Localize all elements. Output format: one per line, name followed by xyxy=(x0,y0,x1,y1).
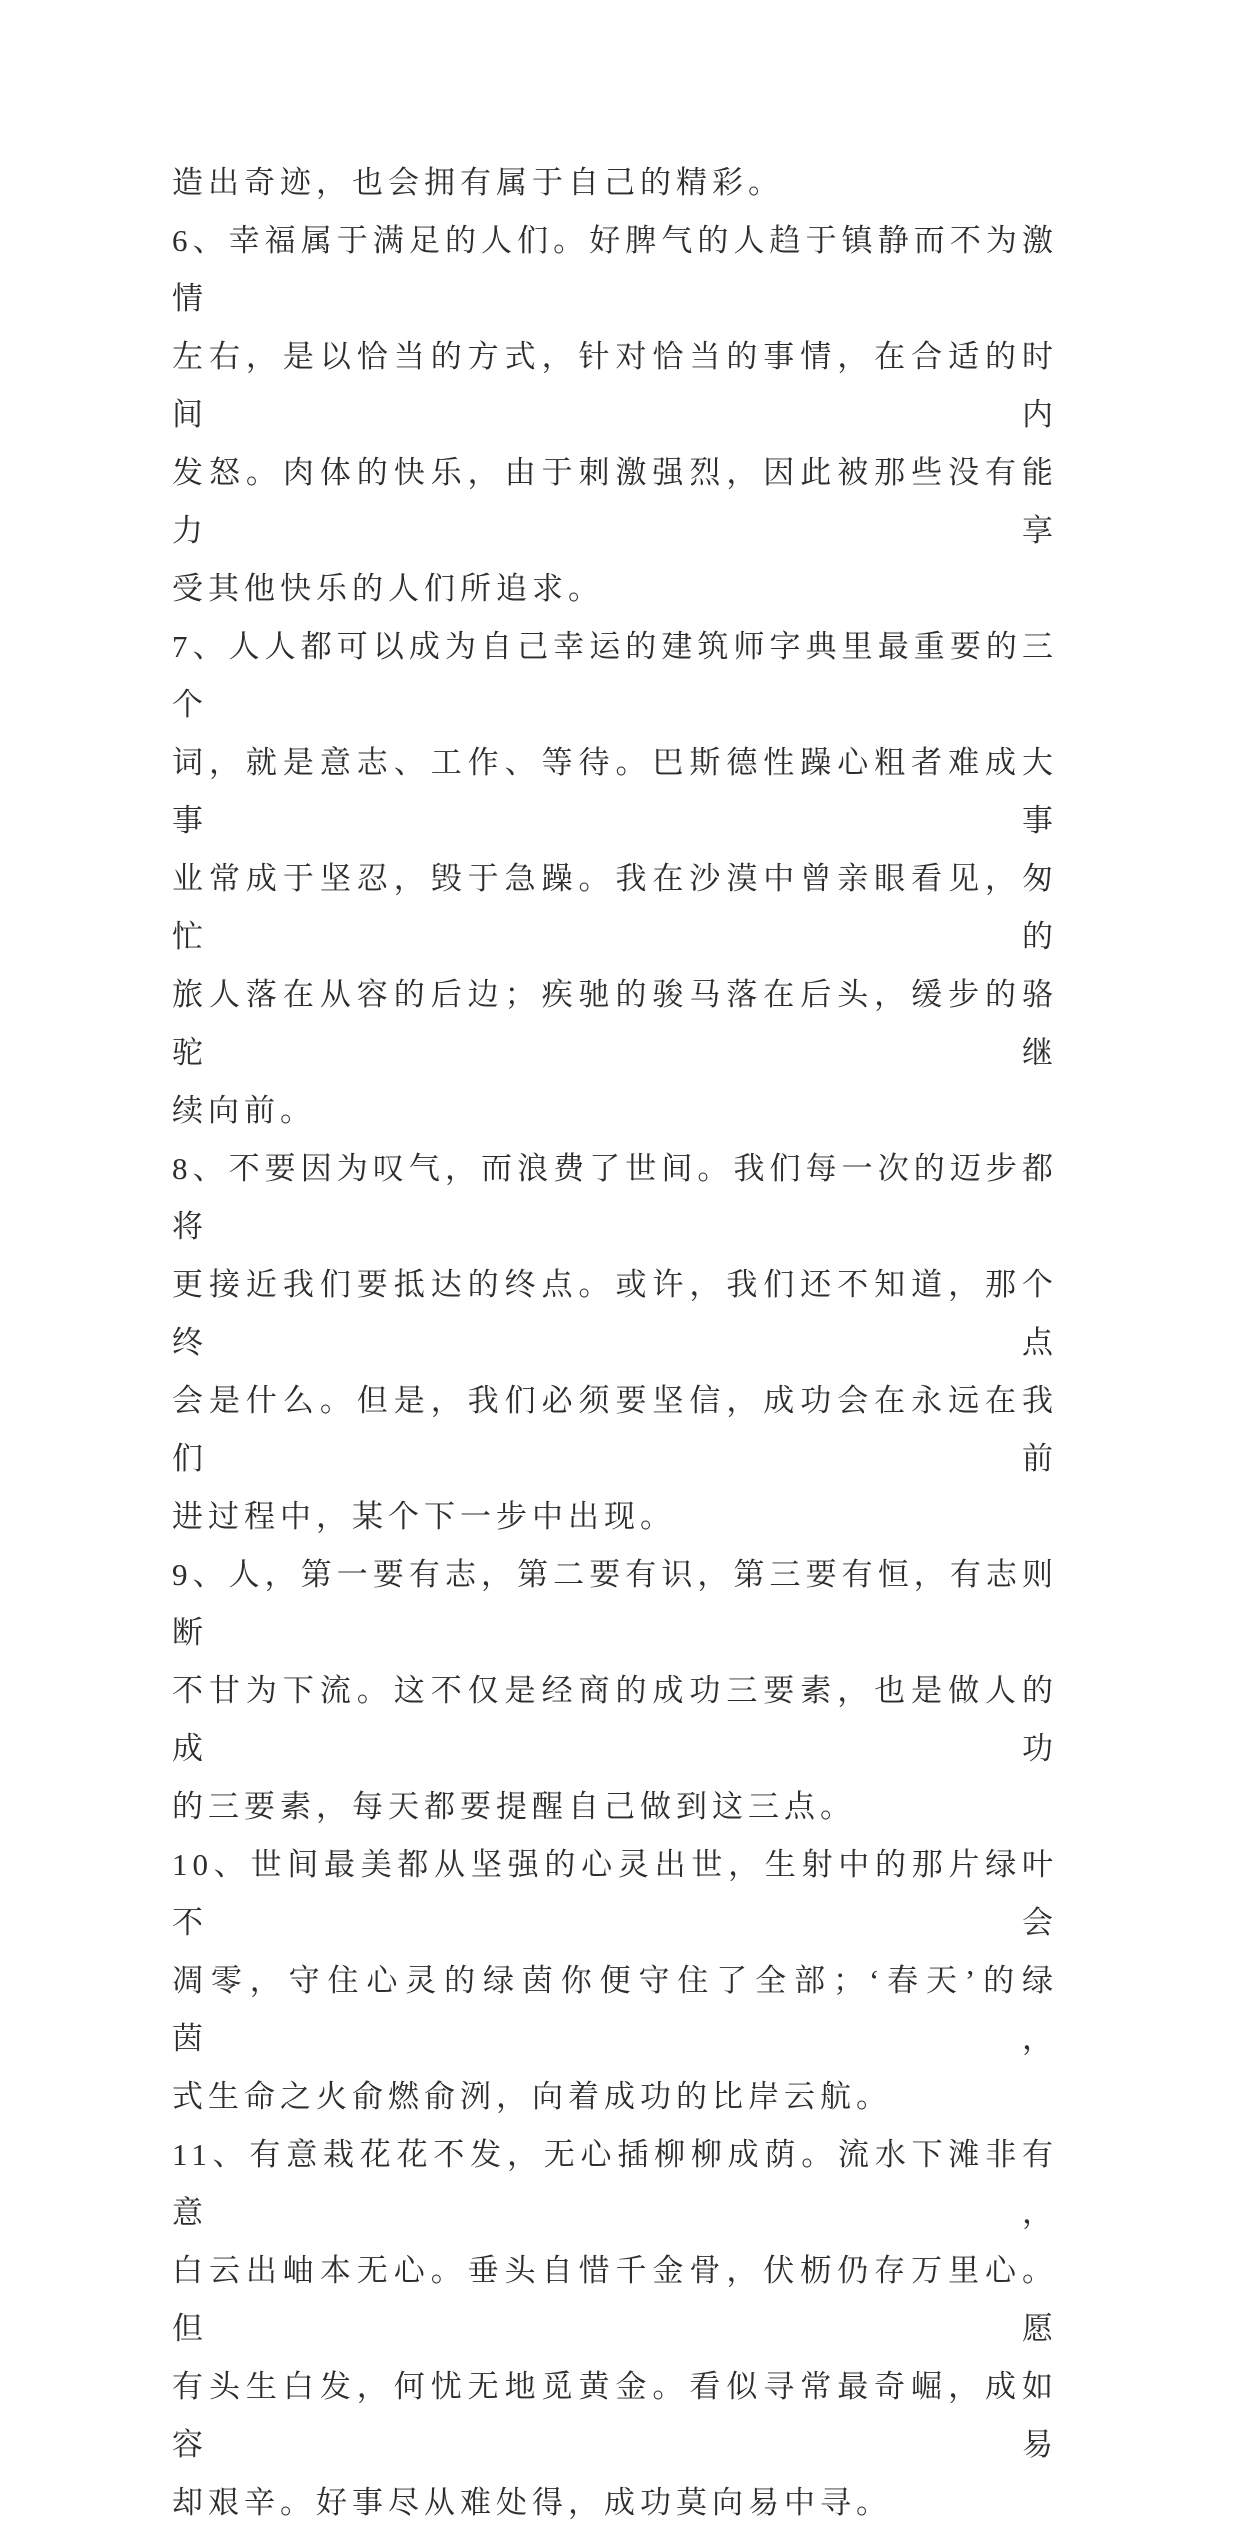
text-line: 7、人人都可以成为自己幸运的建筑师字典里最重要的三个 xyxy=(172,629,1058,722)
text-line: 9、人，第一要有志，第二要有识，第三要有恒，有志则断 xyxy=(172,1557,1058,1650)
paragraph xyxy=(172,1140,1058,1546)
paragraph xyxy=(172,212,1058,618)
text-line: 却艰辛。好事尽从难处得，成功莫向易中寻。 xyxy=(172,2485,892,2520)
text-line: 左右，是以恰当的方式，针对恰当的事情，在合适的时间内 xyxy=(172,339,1058,432)
text-line: 发怒。肉体的快乐，由于刺激强烈，因此被那些没有能力享 xyxy=(172,455,1058,548)
text-line: 白云出岫本无心。垂头自惜千金骨，伏枥仍存万里心。但愿 xyxy=(172,2253,1058,2346)
text-line: 造出奇迹，也会拥有属于自己的精彩。 xyxy=(172,165,784,200)
paragraph xyxy=(172,154,1058,212)
text-line: 不甘为下流。这不仅是经商的成功三要素，也是做人的成功 xyxy=(172,1673,1058,1766)
paragraph xyxy=(172,2126,1058,2532)
text-line: 凋零，守住心灵的绿茵你便守住了全部；‘春天’的绿茵， xyxy=(172,1963,1058,2056)
text-line: 续向前。 xyxy=(172,1093,316,1128)
text-line: 进过程中，某个下一步中出现。 xyxy=(172,1499,676,1534)
text-line: 更接近我们要抵达的终点。或许，我们还不知道，那个终点 xyxy=(172,1267,1058,1360)
text-line: 10、世间最美都从坚强的心灵出世，生射中的那片绿叶不会 xyxy=(172,1847,1058,1940)
document-body xyxy=(172,154,1058,2532)
text-line: 旅人落在从容的后边；疾驰的骏马落在后头，缓步的骆驼继 xyxy=(172,977,1058,1070)
text-line: 6、幸福属于满足的人们。好脾气的人趋于镇静而不为激情 xyxy=(172,223,1058,316)
text-line: 会是什么。但是，我们必须要坚信，成功会在永远在我们前 xyxy=(172,1383,1058,1476)
text-line: 11、有意栽花花不发，无心插柳柳成荫。流水下滩非有意， xyxy=(172,2137,1058,2230)
text-line: 词，就是意志、工作、等待。巴斯德性躁心粗者难成大事事 xyxy=(172,745,1058,838)
text-line: 业常成于坚忍，毁于急躁。我在沙漠中曾亲眼看见，匆忙的 xyxy=(172,861,1058,954)
paragraph xyxy=(172,1546,1058,1836)
text-line: 8、不要因为叹气，而浪费了世间。我们每一次的迈步都将 xyxy=(172,1151,1058,1244)
text-line: 的三要素，每天都要提醒自己做到这三点。 xyxy=(172,1789,856,1824)
paragraph xyxy=(172,618,1058,1140)
text-line: 有头生白发，何忧无地觅黄金。看似寻常最奇崛，成如容易 xyxy=(172,2369,1058,2462)
text-line: 式生命之火俞燃俞洌，向着成功的比岸云航。 xyxy=(172,2079,892,2114)
paragraph xyxy=(172,1836,1058,2126)
text-line: 受其他快乐的人们所追求。 xyxy=(172,571,604,606)
